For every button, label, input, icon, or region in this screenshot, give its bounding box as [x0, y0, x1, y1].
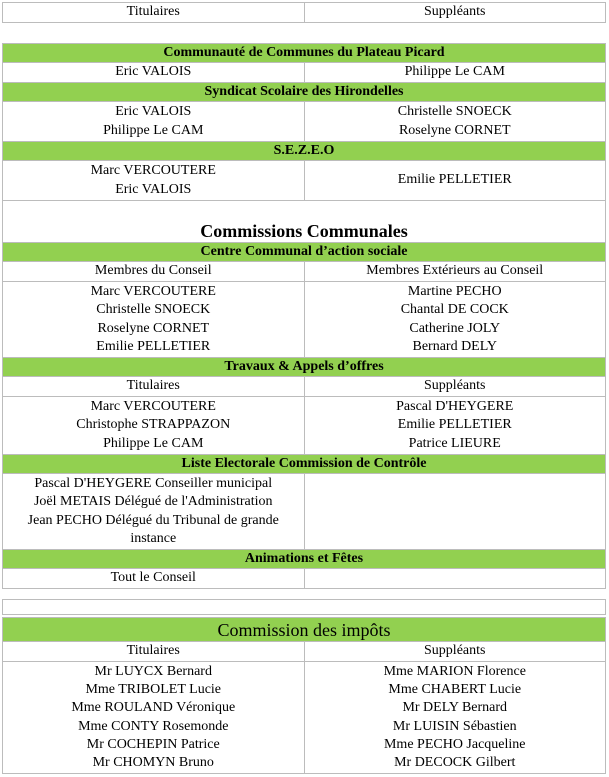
liste-empty-cell	[304, 474, 606, 550]
list-item: Philippe Le CAM	[103, 435, 204, 451]
delegations-table	[2, 43, 606, 589]
list-item: Pascal D'HEYGERE Conseiller municipal	[34, 475, 273, 491]
list-item: Patrice LIEURE	[408, 435, 501, 451]
list-item: Mme PECHO Jacqueline	[383, 736, 526, 752]
impots-titulaires	[3, 662, 305, 774]
list-item: Marc VERCOUTERE	[90, 283, 216, 299]
ccas-exterieurs	[304, 282, 606, 358]
list-item: instance	[130, 530, 177, 546]
suppleants-header: Suppléants	[304, 3, 606, 23]
liste-section-title: Liste Electorale Commission de Contrôle	[3, 455, 606, 474]
list-item: Joël METAIS Délégué de l'Administration	[33, 494, 273, 510]
impots-suppleants	[304, 662, 606, 774]
list-item: Eric VALOIS	[115, 104, 192, 120]
impots-col-titulaires: Titulaires	[3, 642, 305, 662]
list-item: Christelle SNOECK	[96, 302, 211, 318]
list-item: Marc VERCOUTERE	[90, 163, 216, 179]
list-item: Jean PECHO Délégué du Tribunal de grande	[27, 512, 279, 528]
commissions-title: Commissions Communales	[3, 201, 606, 243]
list-item: Mr DELY Bernard	[402, 700, 508, 716]
list-item: Philippe Le CAM	[103, 122, 204, 138]
list-item: Catherine JOLY	[409, 320, 501, 336]
communaute-suppleant: Philippe Le CAM	[304, 63, 606, 83]
syndicat-section-title: Syndicat Scolaire des Hirondelles	[3, 83, 606, 102]
list-item: Roselyne CORNET	[398, 122, 511, 138]
travaux-suppleants	[304, 397, 606, 455]
list-item: Bernard DELY	[412, 338, 497, 354]
list-item: Pascal D'HEYGERE	[396, 399, 514, 415]
animations-empty-cell	[304, 569, 606, 589]
list-item: Mme CONTY Rosemonde	[78, 718, 229, 734]
spacer-row	[2, 599, 606, 615]
animations-section-title: Animations et Fêtes	[3, 550, 606, 569]
list-item: Roselyne CORNET	[97, 320, 210, 336]
titulaires-header: Titulaires	[3, 3, 305, 23]
list-item: Emilie PELLETIER	[397, 417, 512, 433]
sezeo-titulaires	[3, 161, 305, 201]
sezeo-suppleant: Emilie PELLETIER	[304, 161, 606, 201]
list-item: Mr LUYCX Bernard	[94, 663, 212, 679]
impots-table	[2, 617, 606, 774]
liste-members	[3, 474, 305, 550]
list-item: Mr CHOMYN Bruno	[92, 755, 214, 771]
list-item: Eric VALOIS	[115, 181, 192, 197]
list-item: Mr DECOCK Gilbert	[394, 755, 516, 771]
syndicat-suppleants	[304, 102, 606, 142]
list-item: Marc VERCOUTERE	[90, 399, 216, 415]
list-item: Christophe STRAPPAZON	[76, 417, 231, 433]
list-item: Mme MARION Florence	[383, 663, 526, 679]
ccas-col-membres: Membres du Conseil	[3, 262, 305, 282]
ccas-col-exterieurs: Membres Extérieurs au Conseil	[304, 262, 606, 282]
list-item: Martine PECHO	[407, 283, 502, 299]
impots-col-suppleants: Suppléants	[304, 642, 606, 662]
list-item: Emilie PELLETIER	[96, 338, 211, 354]
syndicat-titulaires	[3, 102, 305, 142]
travaux-col-suppleants: Suppléants	[304, 377, 606, 397]
travaux-col-titulaires: Titulaires	[3, 377, 305, 397]
list-item: Mme CHABERT Lucie	[388, 681, 522, 697]
list-item: Christelle SNOECK	[397, 104, 512, 120]
list-item: Mr COCHEPIN Patrice	[86, 736, 220, 752]
sezeo-section-title: S.E.Z.E.O	[3, 142, 606, 161]
list-item: Mme ROULAND Véronique	[71, 700, 236, 716]
animations-value: Tout le Conseil	[3, 569, 305, 589]
travaux-section-title: Travaux & Appels d’offres	[3, 358, 606, 377]
travaux-titulaires	[3, 397, 305, 455]
list-item: Mr LUISIN Sébastien	[392, 718, 517, 734]
list-item: Mme TRIBOLET Lucie	[85, 681, 222, 697]
impots-section-title: Commission des impôts	[3, 618, 606, 642]
ccas-membres	[3, 282, 305, 358]
ccas-section-title: Centre Communal d’action sociale	[3, 243, 606, 262]
communaute-section-title: Communauté de Communes du Plateau Picard	[3, 44, 606, 63]
communaute-titulaire: Eric VALOIS	[3, 63, 305, 83]
list-item: Chantal DE COCK	[400, 302, 509, 318]
top-header-table	[2, 2, 606, 23]
